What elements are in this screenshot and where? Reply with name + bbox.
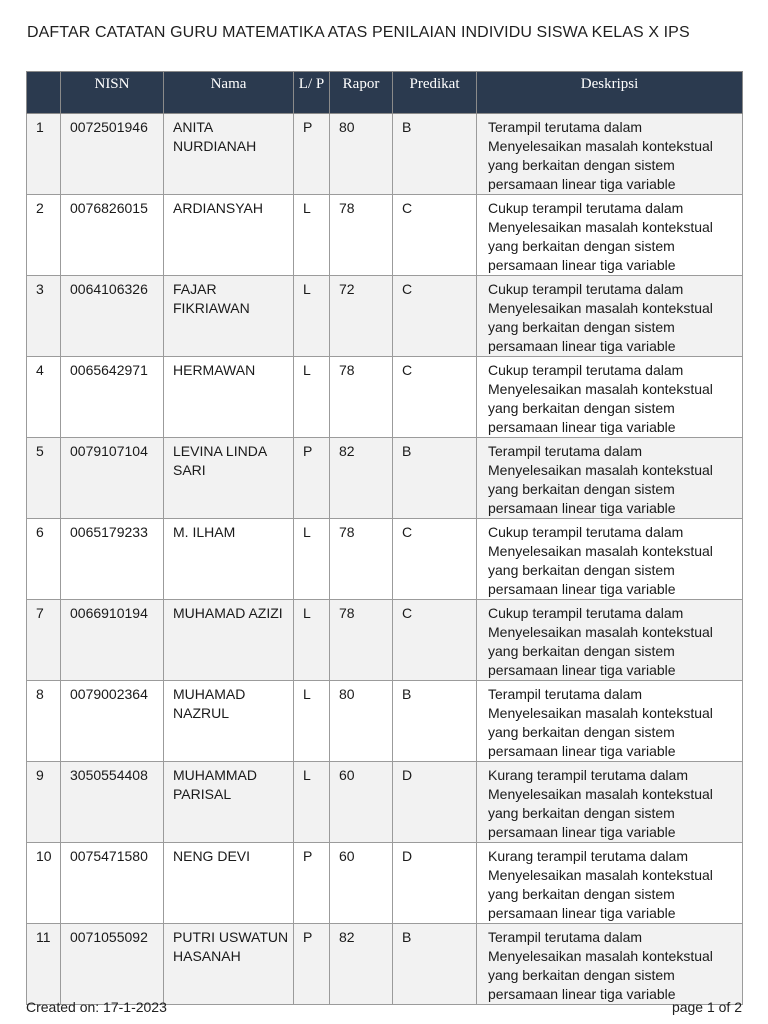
cell-deskripsi: Terampil terutama dalam Menyelesaikan masalah kontekstual yang berkaitan dengan sistem persamaan linear tiga variable: [477, 438, 743, 519]
cell-no: 3: [27, 276, 61, 357]
cell-deskripsi: Cukup terampil terutama dalam Menyelesaikan masalah kontekstual yang berkaitan dengan sistem persamaan linear tiga variable: [477, 276, 743, 357]
cell-rapor: 78: [330, 195, 393, 276]
cell-rapor: 60: [330, 762, 393, 843]
cell-rapor: 72: [330, 276, 393, 357]
cell-nama: ARDIANSYAH: [164, 195, 294, 276]
header-nisn: NISN: [61, 72, 164, 114]
cell-lp: L: [294, 357, 330, 438]
cell-nama: MUHAMAD NAZRUL: [164, 681, 294, 762]
table-row: [27, 762, 743, 843]
header-lp: L/ P: [294, 72, 330, 114]
table-body: [27, 114, 743, 1005]
header-nama: Nama: [164, 72, 294, 114]
cell-predikat: C: [393, 600, 477, 681]
cell-no: 1: [27, 114, 61, 195]
cell-predikat: C: [393, 519, 477, 600]
cell-nisn: 0079107104: [61, 438, 164, 519]
cell-no: 9: [27, 762, 61, 843]
cell-nama: MUHAMMAD PARISAL: [164, 762, 294, 843]
cell-lp: L: [294, 762, 330, 843]
created-date: Created on: 17-1-2023: [26, 999, 167, 1015]
table-row: [27, 600, 743, 681]
cell-no: 4: [27, 357, 61, 438]
cell-lp: P: [294, 114, 330, 195]
cell-deskripsi: Cukup terampil terutama dalam Menyelesaikan masalah kontekstual yang berkaitan dengan sistem persamaan linear tiga variable: [477, 600, 743, 681]
cell-nisn: 0076826015: [61, 195, 164, 276]
table-header-row: [27, 72, 743, 114]
cell-nama: ANITA NURDIANAH: [164, 114, 294, 195]
table-row: [27, 843, 743, 924]
cell-no: 7: [27, 600, 61, 681]
cell-no: 8: [27, 681, 61, 762]
cell-predikat: B: [393, 681, 477, 762]
cell-predikat: B: [393, 114, 477, 195]
table-row: [27, 924, 743, 1005]
cell-no: 6: [27, 519, 61, 600]
cell-nama: PUTRI USWATUN HASANAH: [164, 924, 294, 1005]
cell-rapor: 82: [330, 924, 393, 1005]
table-row: [27, 357, 743, 438]
header-no: [27, 72, 61, 114]
page-number: page 1 of 2: [671, 999, 742, 1015]
table-row: [27, 519, 743, 600]
cell-nisn: 3050554408: [61, 762, 164, 843]
cell-nama: NENG DEVI: [164, 843, 294, 924]
header-rapor: Rapor: [330, 72, 393, 114]
table-row: [27, 114, 743, 195]
cell-nama: MUHAMAD AZIZI: [164, 600, 294, 681]
cell-deskripsi: Terampil terutama dalam Menyelesaikan masalah kontekstual yang berkaitan dengan sistem persamaan linear tiga variable: [477, 114, 743, 195]
cell-predikat: C: [393, 357, 477, 438]
cell-nisn: 0071055092: [61, 924, 164, 1005]
cell-rapor: 80: [330, 114, 393, 195]
cell-nama: HERMAWAN: [164, 357, 294, 438]
cell-predikat: B: [393, 438, 477, 519]
table-row: [27, 681, 743, 762]
cell-nisn: 0075471580: [61, 843, 164, 924]
cell-rapor: 78: [330, 600, 393, 681]
cell-nisn: 0065642971: [61, 357, 164, 438]
cell-nisn: 0079002364: [61, 681, 164, 762]
cell-no: 5: [27, 438, 61, 519]
cell-predikat: B: [393, 924, 477, 1005]
cell-lp: P: [294, 924, 330, 1005]
header-deskripsi: Deskripsi: [477, 72, 743, 114]
cell-no: 2: [27, 195, 61, 276]
cell-lp: L: [294, 519, 330, 600]
cell-predikat: C: [393, 195, 477, 276]
cell-lp: P: [294, 438, 330, 519]
cell-lp: L: [294, 276, 330, 357]
cell-predikat: D: [393, 843, 477, 924]
cell-nama: FAJAR FIKRIAWAN: [164, 276, 294, 357]
cell-deskripsi: Cukup terampil terutama dalam Menyelesaikan masalah kontekstual yang berkaitan dengan sistem persamaan linear tiga variable: [477, 519, 743, 600]
cell-predikat: C: [393, 276, 477, 357]
cell-rapor: 80: [330, 681, 393, 762]
cell-rapor: 60: [330, 843, 393, 924]
table-row: [27, 438, 743, 519]
cell-no: 10: [27, 843, 61, 924]
cell-nisn: 0064106326: [61, 276, 164, 357]
cell-rapor: 78: [330, 519, 393, 600]
cell-lp: L: [294, 600, 330, 681]
cell-deskripsi: Kurang terampil terutama dalam Menyelesaikan masalah kontekstual yang berkaitan dengan sistem persamaan linear tiga variable: [477, 843, 743, 924]
cell-rapor: 82: [330, 438, 393, 519]
table-row: [27, 195, 743, 276]
cell-nama: M. ILHAM: [164, 519, 294, 600]
cell-deskripsi: Cukup terampil terutama dalam Menyelesaikan masalah kontekstual yang berkaitan dengan sistem persamaan linear tiga variable: [477, 357, 743, 438]
cell-deskripsi: Terampil terutama dalam Menyelesaikan masalah kontekstual yang berkaitan dengan sistem persamaan linear tiga variable: [477, 924, 743, 1005]
table-row: [27, 276, 743, 357]
cell-nama: LEVINA LINDA SARI: [164, 438, 294, 519]
document-title: DAFTAR CATATAN GURU MATEMATIKA ATAS PENILAIAN INDIVIDU SISWA KELAS X IPS: [27, 24, 690, 41]
cell-deskripsi: Cukup terampil terutama dalam Menyelesaikan masalah kontekstual yang berkaitan dengan sistem persamaan linear tiga variable: [477, 195, 743, 276]
student-grades-table: [26, 71, 743, 1005]
cell-no: 11: [27, 924, 61, 1005]
cell-lp: L: [294, 195, 330, 276]
cell-rapor: 78: [330, 357, 393, 438]
cell-nisn: 0072501946: [61, 114, 164, 195]
cell-deskripsi: Kurang terampil terutama dalam Menyelesaikan masalah kontekstual yang berkaitan dengan sistem persamaan linear tiga variable: [477, 762, 743, 843]
cell-lp: P: [294, 843, 330, 924]
cell-lp: L: [294, 681, 330, 762]
cell-predikat: D: [393, 762, 477, 843]
header-predikat: Predikat: [393, 72, 477, 114]
cell-deskripsi: Terampil terutama dalam Menyelesaikan masalah kontekstual yang berkaitan dengan sistem persamaan linear tiga variable: [477, 681, 743, 762]
cell-nisn: 0066910194: [61, 600, 164, 681]
cell-nisn: 0065179233: [61, 519, 164, 600]
